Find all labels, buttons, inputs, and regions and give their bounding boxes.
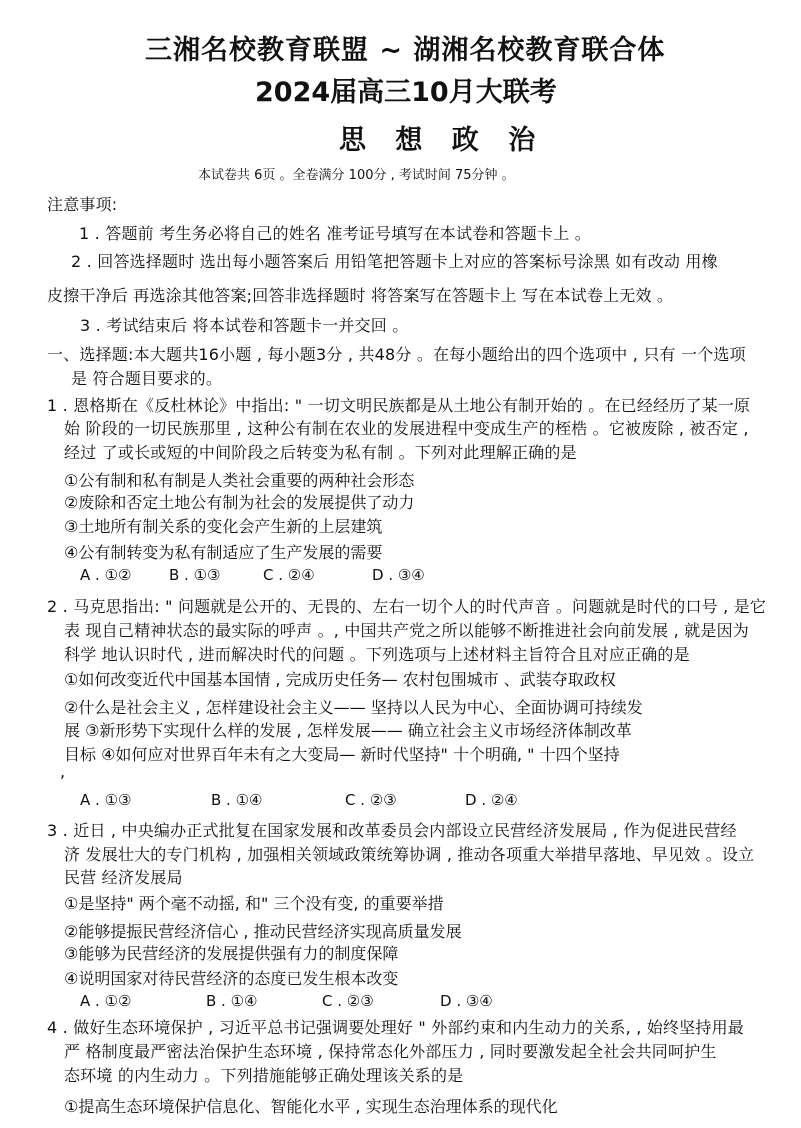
notice-item-1: 1 . 答题前 考生务必将自己的姓名 准考证号填写在本试卷和答题卡上 。	[79, 224, 591, 243]
q3-option-4: ④说明国家对待民营经济的态度已发生根本改变	[64, 969, 399, 988]
q4-stem-line-3: 态环境 的内生动力 。下列措施能够正确处理该关系的是	[64, 1066, 464, 1085]
exam-info: 本试卷共 6页 。全卷满分 100分 , 考试时间 75分钟 。	[198, 168, 515, 183]
notice-heading: 注意事项:	[47, 195, 118, 214]
q1-option-3: ③土地所有制关系的变化会产生新的上层建筑	[64, 517, 383, 536]
q1-option-4: ④公有制转变为私有制适应了生产发展的需要	[64, 543, 383, 562]
q2-stem-line-1: 2 . 马克思指出: " 问题就是公开的、无畏的、左右一切个人的时代声音 。问题就是时代的口号 , 是它	[47, 597, 767, 616]
q1-option-2: ②废除和否定土地公有制为社会的发展提供了动力	[64, 493, 415, 512]
q3-stem-line-1: 3 . 近日 , 中央编办正式批复在国家发展和改革委员会内部设立民营经济发展局 , 作为促进民营经	[47, 821, 737, 840]
q1-stem-line-3: 经过 了或长或短的中间阶段之后转变为私有制 。下列对此理解正确的是	[64, 443, 577, 462]
q3-choice-d: D . ③④	[440, 992, 493, 1010]
q1-choice-a: A . ①②	[80, 566, 132, 584]
q1-choice-d: D . ③④	[372, 566, 425, 584]
q3-stem-line-2: 济 发展壮大的专门机构 , 加强相关领域政策统筹协调 , 推动各项重大举措早落地、早见效 。设立	[64, 845, 755, 864]
q2-option-4: 目标 ④如何应对世界百年未有之大变局— 新时代坚持" 十个明确, " 十四个坚持	[64, 745, 620, 764]
q1-option-1: ①公有制和私有制是人类社会重要的两种社会形态	[64, 471, 415, 490]
q2-option-2: ②什么是社会主义 , 怎样建设社会主义—— 坚持以人民为中心、全面协调可持续发	[64, 698, 643, 717]
q3-option-2: ②能够提振民营经济信心 , 推动民营经济实现高质量发展	[64, 922, 462, 941]
q2-choice-a: A . ①③	[80, 791, 132, 809]
q2-stem-line-2: 表 现自己精神状态的最实际的呼声 。, 中国共产党之所以能够不断推进社会向前发展 , 就是因为	[64, 621, 750, 640]
title-line-1: 三湘名校教育联盟 ~ 湖湘名校教育联合体	[145, 35, 666, 66]
notice-item-2-line-1: 2 . 回答选择题时 选出每小题答案后 用铅笔把答题卡上对应的答案标号涂黑 如有改动 用橡	[71, 252, 718, 271]
q2-option-3: 展 ③新形势下实现什么样的发展 , 怎样发展—— 确立社会主义市场经济体制改革	[64, 721, 632, 740]
q2-option-continuation: ,	[60, 762, 66, 781]
q1-stem-line-1: 1 . 恩格斯在《反杜林论》中指出: " 一切文明民族都是从土地公有制开始的 。在已经经历了某一原	[47, 396, 751, 415]
section-1-line-1: 一、选择题:本大题共16小题 , 每小题3分 , 共48分 。在每小题给出的四个选项中 , 只有 一个选项	[47, 345, 746, 364]
title-line-2: 2024届高三10月大联考	[255, 77, 557, 108]
q3-option-1: ①是坚持" 两个毫不动摇, 和" 三个没有变, 的重要举措	[64, 894, 444, 913]
section-1-line-2: 是 符合题目要求的。	[71, 369, 223, 388]
q3-choice-a: A . ①②	[80, 992, 132, 1010]
q1-stem-line-2: 始 阶段的一切民族那里 , 这种公有制在农业的发展进程中变成生产的桎梏 。它被废除 , 被否定 ,	[64, 419, 749, 438]
q3-choice-b: B . ①④	[206, 992, 258, 1010]
q2-choice-b: B . ①④	[211, 791, 263, 809]
notice-item-2-line-2: 皮擦干净后 再选涂其他答案;回答非选择题时 将答案写在答题卡上 写在本试卷上无效 。	[47, 286, 674, 305]
q4-stem-line-1: 4 . 做好生态环境保护 , 习近平总书记强调要处理好 " 外部约束和内生动力的关系, , 始终坚持用最	[47, 1018, 744, 1037]
q1-choice-c: C . ②④	[263, 566, 315, 584]
q2-stem-line-3: 科学 地认识时代 , 进而解决时代的问题 。下列选项与上述材料主旨符合且对应正确的是	[64, 645, 690, 664]
q2-choice-c: C . ②③	[345, 791, 397, 809]
q4-stem-line-2: 严 格制度最严密法治保护生态环境 , 保持常态化外部压力 , 同时要激发起全社会共同呵护生	[64, 1042, 717, 1061]
q3-stem-line-3: 民营 经济发展局	[64, 868, 183, 887]
q3-option-3: ③能够为民营经济的发展提供强有力的制度保障	[64, 944, 399, 963]
q4-option-1: ①提高生态环境保护信息化、智能化水平 , 实现生态治理体系的现代化	[64, 1097, 558, 1116]
q2-choice-d: D . ②④	[465, 791, 518, 809]
subject-title: 思 想 政 治	[339, 125, 546, 156]
q3-choice-c: C . ②③	[322, 992, 374, 1010]
q2-option-1: ①如何改变近代中国基本国情 , 完成历史任务— 农村包围城市 、武装夺取政权	[64, 670, 616, 689]
q1-choice-b: B . ①③	[169, 566, 221, 584]
notice-item-3: 3 . 考试结束后 将本试卷和答题卡一并交回 。	[80, 316, 409, 335]
